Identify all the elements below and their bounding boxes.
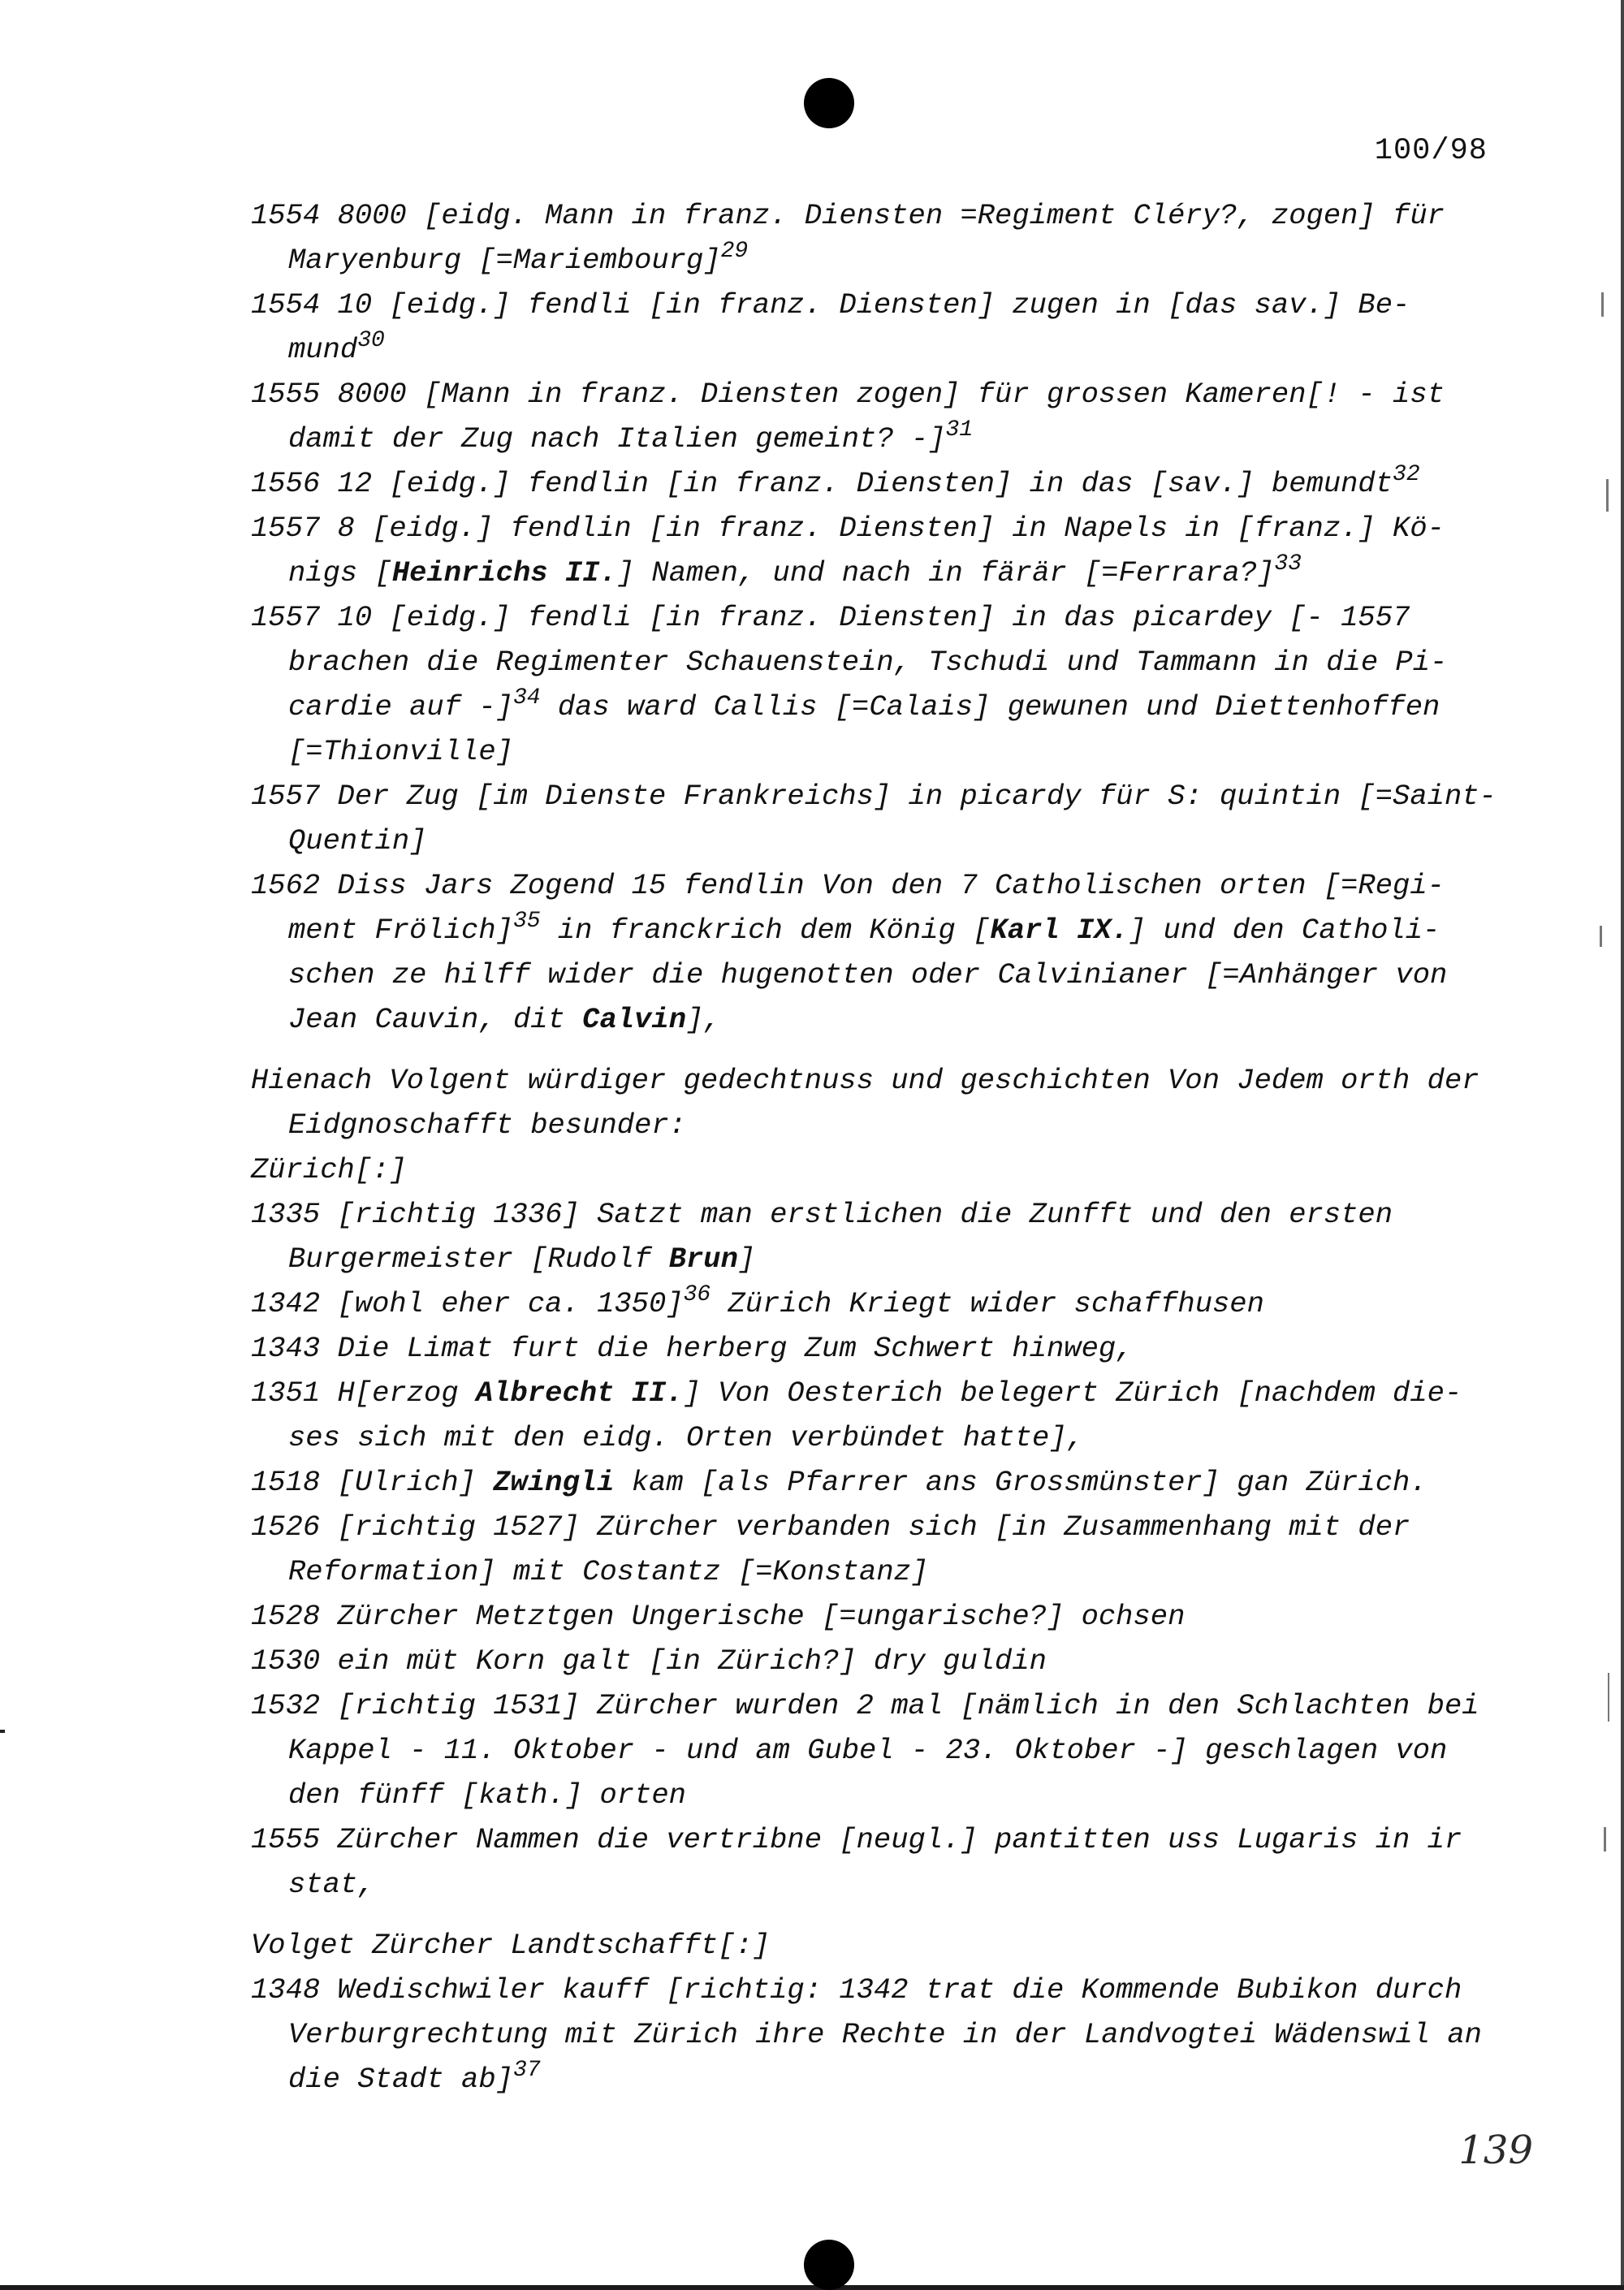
- entry-text: 1554 10 [eidg.] fendli [in franz. Diensten] zugen in [das sav.] Be-mund: [251, 288, 1410, 366]
- chronicle-entry: [251, 774, 1501, 863]
- scan-mark: [1606, 479, 1609, 512]
- entry-text: Hienach Volgent würdiger gedechtnuss und geschichten Von Jedem orth der Eidgnoschafft besunder:: [251, 1064, 1479, 1142]
- chronicle-entry: [251, 372, 1501, 461]
- entry-text: 1554 8000 [eidg. Mann in franz. Diensten =Regiment Cléry?, zogen] für Maryenburg [=Mariembourg]: [251, 199, 1445, 277]
- handwritten-page-number: 139: [1458, 2128, 1533, 2173]
- entry-text: 1518 [Ulrich]: [251, 1466, 494, 1499]
- bold-name: Calvin: [582, 1003, 686, 1036]
- entry-text: 1526 [richtig 1527] Zürcher verbanden sich [in Zusammenhang mit der Reformation] mit Costantz [=Konstanz]: [251, 1510, 1410, 1588]
- entry-text: Volget Zürcher Landtschafft[:]: [251, 1929, 771, 1962]
- footnote-ref: 33: [1274, 551, 1302, 577]
- footnote-ref: 36: [683, 1282, 711, 1307]
- scan-mark: [0, 1730, 5, 1733]
- chronicle-entry: [251, 1817, 1501, 1907]
- punch-hole-top: [804, 78, 854, 128]
- entry-text: 1557 Der Zug [im Dienste Frankreichs] in picardy für S: quintin [=Saint-Quentin]: [251, 780, 1497, 858]
- chronicle-entry: [251, 1326, 1501, 1371]
- entry-text: 1555 Zürcher Nammen die vertribne [neugl.] pantitten uss Lugaris in ir stat,: [251, 1823, 1462, 1901]
- footnote-ref: 29: [720, 239, 749, 264]
- entry-text: 1532 [richtig 1531] Zürcher wurden 2 mal [nämlich in den Schlachten bei Kappel - 11. Oktober - und am Gubel - 23. Oktober -] geschlagen von den fünff [kath.] orten: [251, 1689, 1479, 1812]
- chronicle-entry: [251, 283, 1501, 372]
- entry-text: 1528 Zürcher Metztgen Ungerische [=ungarische?] ochsen: [251, 1600, 1186, 1633]
- entry-text: ]: [737, 1242, 756, 1276]
- chronicle-entry: [251, 1147, 1501, 1192]
- bold-name: Heinrichs II.: [391, 556, 617, 590]
- chronicle-text: [251, 193, 1501, 2102]
- bold-name: Karl IX.: [990, 914, 1129, 947]
- entry-text: 1557 8 [eidg.] fendlin [in franz. Diensten] in Napels in [franz.] Kö-nigs [: [251, 512, 1445, 590]
- entry-text: 1343 Die Limat furt die herberg Zum Schwert hinweg,: [251, 1332, 1134, 1365]
- footnote-ref: 31: [945, 417, 974, 443]
- bold-name: Brun: [668, 1242, 738, 1276]
- entry-text: ],: [686, 1003, 721, 1036]
- scan-mark: [1601, 292, 1604, 317]
- entry-text: Zürich[:]: [251, 1153, 407, 1186]
- chronicle-entry: [251, 1594, 1501, 1639]
- bold-name: Albrecht II.: [475, 1376, 684, 1410]
- entry-text: 1562 Diss Jars Zogend 15 fendlin Von den 7 Catholischen orten [=Regi-ment Frölich]: [251, 869, 1445, 947]
- chronicle-entry: [251, 1281, 1501, 1326]
- chronicle-entry: [251, 1192, 1501, 1281]
- entry-text: in franckrich dem König [: [540, 914, 991, 947]
- footnote-ref: 34: [512, 685, 541, 711]
- chronicle-entry: [251, 1968, 1501, 2102]
- chronicle-entry: [251, 1505, 1501, 1594]
- footnote-ref: 30: [357, 328, 385, 353]
- entry-text: 1351 H[erzog: [251, 1376, 476, 1410]
- page-number: 100/98: [1374, 134, 1488, 168]
- entry-text: 1530 ein müt Korn galt [in Zürich?] dry guldin: [251, 1644, 1047, 1678]
- entry-text: das ward Callis [=Calais] gewunen und Diettenhoffen [=Thionville]: [288, 690, 1440, 768]
- entry-text: ] und den Catholi-schen ze hilff wider die hugenotten oder Calvinianer [=Anhänger von Jean Cauvin, dit: [288, 914, 1448, 1036]
- chronicle-entry: [251, 1683, 1501, 1817]
- scan-mark: [1600, 926, 1602, 947]
- footnote-ref: 37: [512, 2058, 541, 2083]
- chronicle-entry: [251, 506, 1501, 595]
- entry-text: Zürich Kriegt wider schaffhusen: [710, 1287, 1264, 1320]
- scan-mark: [1604, 1827, 1606, 1851]
- footnote-ref: 32: [1393, 462, 1420, 487]
- entry-text: 1342 [wohl eher ca. 1350]: [251, 1287, 684, 1320]
- entry-text: 1335 [richtig 1336] Satzt man erstlichen die Zunfft und den ersten Burgermeister [Rudolf: [251, 1198, 1393, 1276]
- entry-text: 1348 Wedischwiler kauff [richtig: 1342 trat die Kommende Bubikon durch Verburgrechtung mit Zürich ihre Rechte in der Landvogtei Wädenswil an die Stadt ab]: [251, 1973, 1482, 2096]
- entry-text: 1556 12 [eidg.] fendlin [in franz. Diensten] in das [sav.] bemundt: [251, 467, 1393, 500]
- bold-name: Zwingli: [493, 1466, 615, 1499]
- entry-text: 1555 8000 [Mann in franz. Diensten zogen] für grossen Kameren[! - ist damit der Zug nach Italien gemeint? -]: [251, 378, 1445, 456]
- chronicle-entry: [251, 1460, 1501, 1505]
- chronicle-entry: [251, 1058, 1501, 1147]
- chronicle-entry: [251, 1923, 1501, 1968]
- entry-text: ] Namen, und nach in färär [=Ferrara?]: [616, 556, 1275, 590]
- chronicle-entry: [251, 1371, 1501, 1460]
- chronicle-entry: [251, 193, 1501, 283]
- chronicle-entry: [251, 595, 1501, 774]
- punch-hole-bottom: [804, 2240, 854, 2290]
- page-edge-right: [1621, 0, 1624, 2290]
- page-edge-bottom: [0, 2285, 1624, 2290]
- entry-text: ] Von Oesterich belegert Zürich [nachdem die-ses sich mit den eidg. Orten verbündet hatte],: [288, 1376, 1462, 1454]
- chronicle-entry: [251, 863, 1501, 1042]
- chronicle-entry: [251, 1639, 1501, 1683]
- footnote-ref: 35: [512, 909, 541, 934]
- scan-mark: [1608, 1673, 1609, 1722]
- entry-text: 1557 10 [eidg.] fendli [in franz. Diensten] in das picardey [- 1557 brachen die Regimenter Schauenstein, Tschudi und Tammann in die Pi-cardie auf -]: [251, 601, 1448, 724]
- entry-text: kam [als Pfarrer ans Grossmünster] gan Zürich.: [614, 1466, 1427, 1499]
- chronicle-entry: [251, 461, 1501, 506]
